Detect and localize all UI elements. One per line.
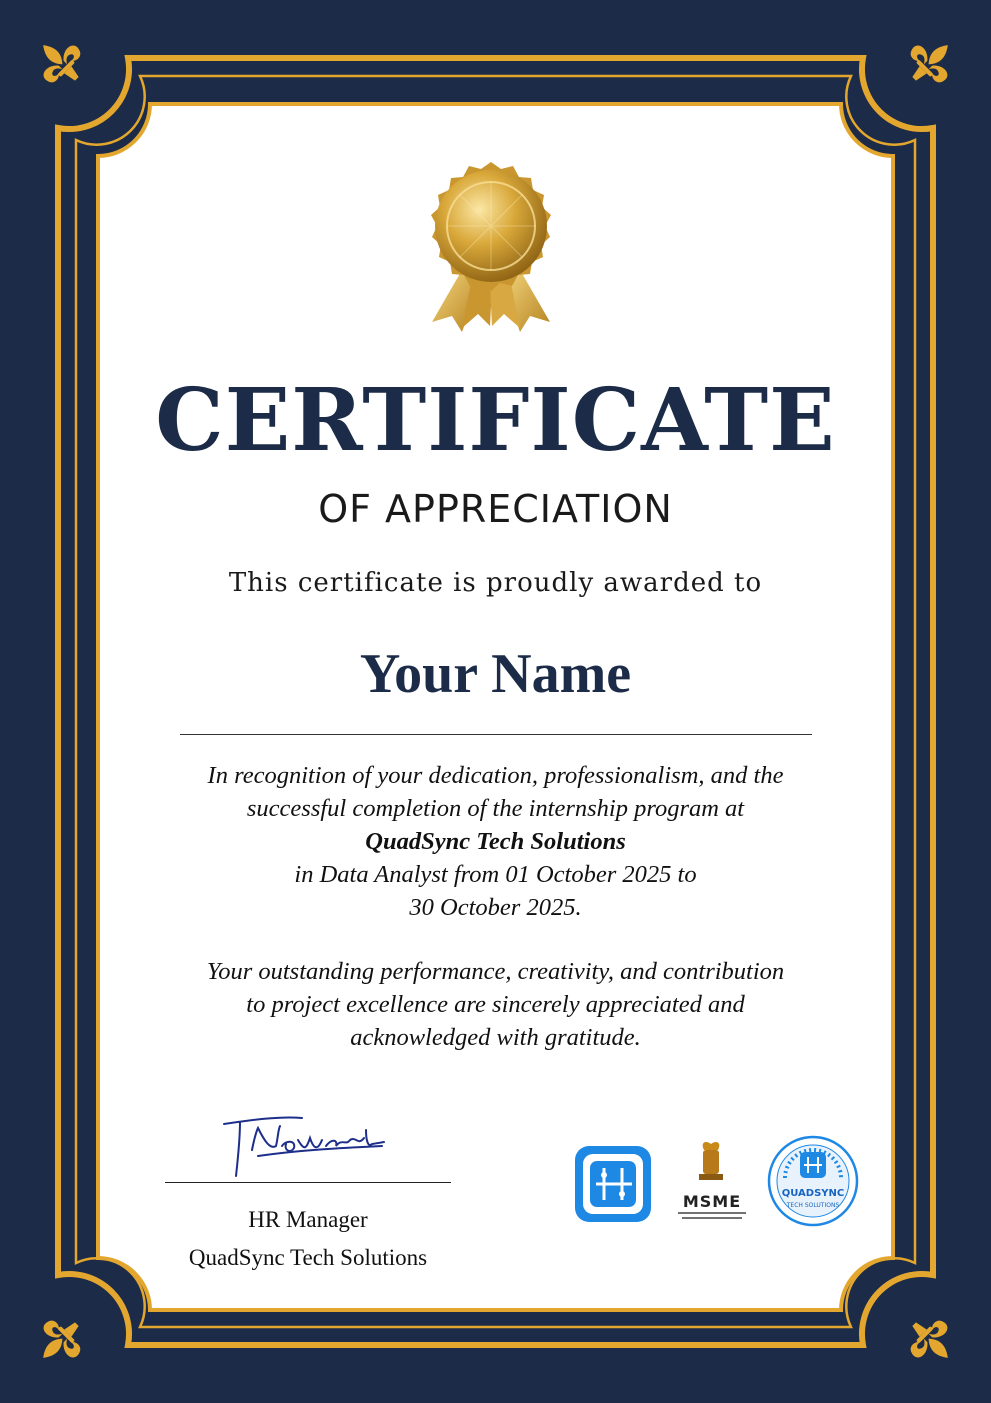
paragraph-line: in Data Analyst from 01 October 2025 to <box>294 861 697 888</box>
recognition-paragraph <box>130 759 861 924</box>
msme-logo-text: MSME <box>682 1192 742 1211</box>
certificate-title: CERTIFICATE <box>155 370 836 471</box>
seal-name: QUADSYNC <box>781 1188 845 1199</box>
signature-line <box>165 1182 451 1183</box>
signatory-company: QuadSync Tech Solutions <box>188 1245 428 1270</box>
awarded-text: This certificate is proudly awarded to <box>228 568 763 598</box>
quadsync-seal-icon <box>769 1137 857 1225</box>
certificate-subtitle: OF APPRECIATION <box>318 487 673 531</box>
paragraph-line: to project excellence are sincerely appreciated and <box>246 991 745 1018</box>
signatory-role: HR Manager <box>248 1207 368 1232</box>
paragraph-line: Your outstanding performance, creativity, and contribution <box>206 958 785 985</box>
company-name: QuadSync Tech Solutions <box>365 828 626 855</box>
paragraph-line: successful completion of the internship program at <box>246 795 745 822</box>
seal-subtext: TECH SOLUTIONS <box>786 1202 840 1209</box>
quadsync-logo-icon <box>575 1146 651 1222</box>
recipient-name: Your Name <box>359 643 632 705</box>
paragraph-line: 30 October 2025. <box>409 894 582 921</box>
name-underline <box>180 734 812 735</box>
paragraph-line: In recognition of your dedication, professionalism, and the <box>207 762 784 789</box>
appreciation-paragraph <box>130 955 861 1054</box>
paragraph-line: acknowledged with gratitude. <box>350 1024 641 1051</box>
